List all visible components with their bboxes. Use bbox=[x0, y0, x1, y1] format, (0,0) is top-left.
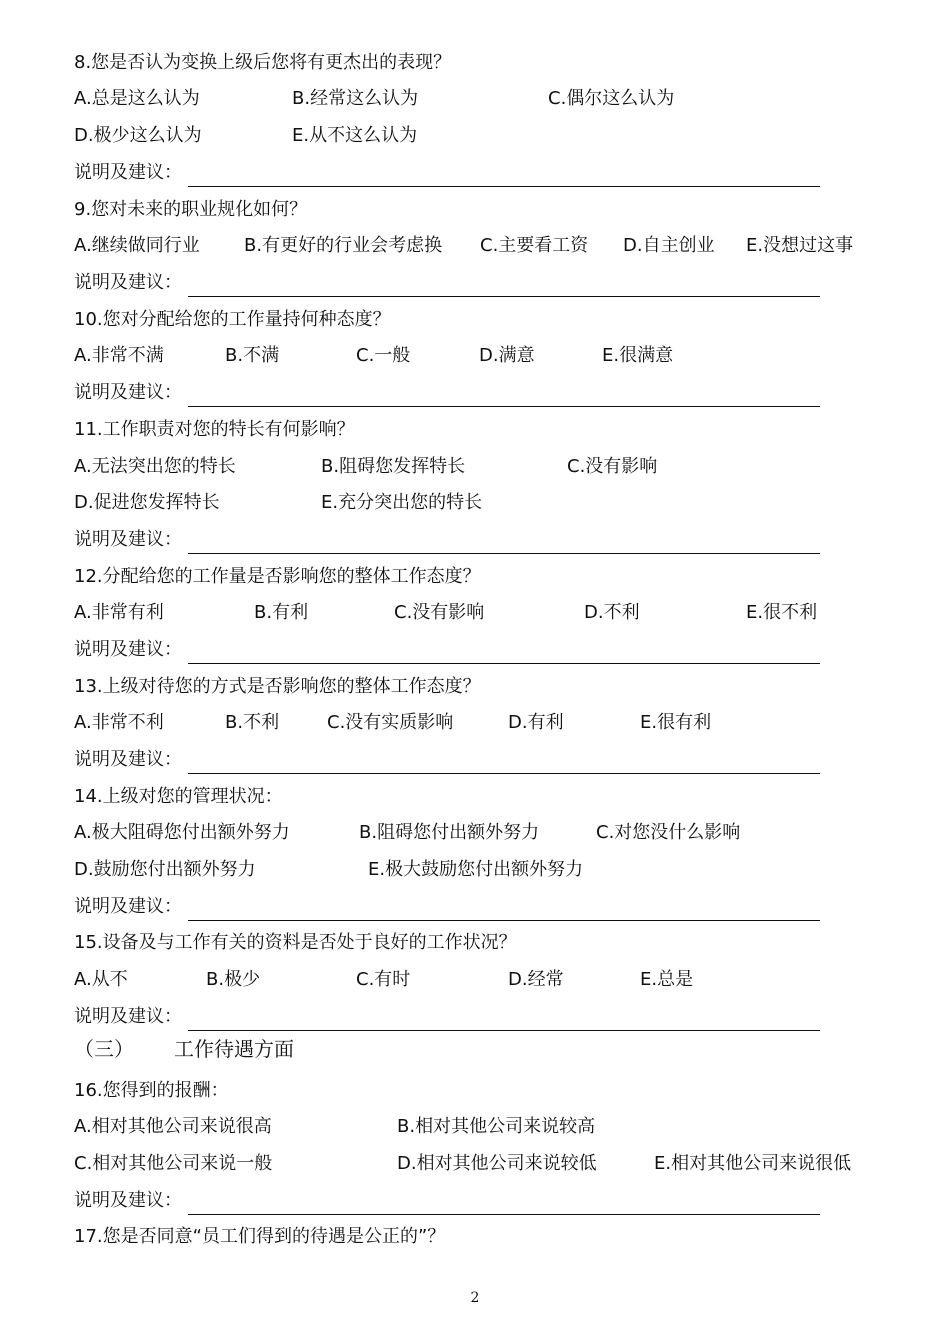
option-d[interactable]: D.经常 bbox=[508, 969, 564, 990]
option-e[interactable]: E.很不利 bbox=[746, 602, 818, 623]
option-b[interactable]: B.极少 bbox=[206, 969, 261, 990]
note-row bbox=[74, 745, 834, 775]
option-e[interactable]: E.充分突出您的特长 bbox=[321, 492, 483, 513]
option-e[interactable]: E.很有利 bbox=[640, 712, 712, 733]
note-label: 说明及建议： bbox=[74, 639, 182, 660]
note-label: 说明及建议： bbox=[74, 272, 182, 293]
note-row bbox=[74, 635, 834, 665]
page-number: 2 bbox=[470, 1290, 480, 1306]
note-row bbox=[74, 525, 834, 555]
note-input-line[interactable] bbox=[188, 663, 820, 664]
option-e[interactable]: E.从不这么认为 bbox=[292, 125, 418, 146]
option-b[interactable]: B.有利 bbox=[254, 602, 309, 623]
note-input-line[interactable] bbox=[188, 1214, 820, 1215]
option-c[interactable]: C.没有实质影响 bbox=[327, 712, 454, 733]
option-b[interactable]: B.不利 bbox=[225, 712, 280, 733]
question-12: 12.分配给您的工作量是否影响您的整体工作态度？ bbox=[74, 566, 481, 587]
option-c[interactable]: C.相对其他公司来说一般 bbox=[74, 1153, 273, 1174]
option-a[interactable]: A.从不 bbox=[74, 969, 128, 990]
note-input-line[interactable] bbox=[188, 553, 820, 554]
note-label: 说明及建议： bbox=[74, 529, 182, 550]
note-input-line[interactable] bbox=[188, 920, 820, 921]
question-9: 9.您对未来的职业规化如何？ bbox=[74, 199, 308, 220]
option-a[interactable]: A.非常不满 bbox=[74, 345, 164, 366]
note-label: 说明及建议： bbox=[74, 1006, 182, 1027]
option-c[interactable]: C.有时 bbox=[356, 969, 411, 990]
option-b[interactable]: B.相对其他公司来说较高 bbox=[397, 1116, 596, 1137]
note-row bbox=[74, 892, 834, 922]
question-17: 17.您是否同意“员工们得到的待遇是公正的”？ bbox=[74, 1226, 446, 1247]
question-16: 16.您得到的报酬： bbox=[74, 1080, 229, 1101]
option-b[interactable]: B.阻碍您付出额外努力 bbox=[359, 822, 540, 843]
option-d[interactable]: D.促进您发挥特长 bbox=[74, 492, 220, 513]
option-d[interactable]: D.极少这么认为 bbox=[74, 125, 202, 146]
option-d[interactable]: D.有利 bbox=[508, 712, 564, 733]
note-row bbox=[74, 1002, 834, 1032]
note-input-line[interactable] bbox=[188, 296, 820, 297]
option-c[interactable]: C.偶尔这么认为 bbox=[548, 88, 675, 109]
option-a[interactable]: A.极大阻碍您付出额外努力 bbox=[74, 822, 290, 843]
option-d[interactable]: D.不利 bbox=[584, 602, 640, 623]
section-title: 工作待遇方面 bbox=[174, 1037, 294, 1061]
option-b[interactable]: B.阻碍您发挥特长 bbox=[321, 456, 466, 477]
option-c[interactable]: C.没有影响 bbox=[394, 602, 485, 623]
question-8: 8.您是否认为变换上级后您将有更杰出的表现？ bbox=[74, 52, 452, 73]
option-a[interactable]: A.无法突出您的特长 bbox=[74, 456, 236, 477]
question-11: 11.工作职责对您的特长有何影响？ bbox=[74, 419, 355, 440]
note-label: 说明及建议： bbox=[74, 382, 182, 403]
section-number: （三） bbox=[74, 1037, 134, 1061]
note-input-line[interactable] bbox=[188, 1030, 820, 1031]
option-a[interactable]: A.非常不利 bbox=[74, 712, 164, 733]
note-row bbox=[74, 1186, 834, 1216]
option-b[interactable]: B.有更好的行业会考虑换 bbox=[244, 235, 443, 256]
option-c[interactable]: C.没有影响 bbox=[567, 456, 658, 477]
option-e[interactable]: E.没想过这事 bbox=[746, 235, 854, 256]
option-c[interactable]: C.对您没什么影响 bbox=[596, 822, 741, 843]
question-13: 13.上级对待您的方式是否影响您的整体工作态度？ bbox=[74, 676, 481, 697]
option-d[interactable]: D.鼓励您付出额外努力 bbox=[74, 859, 256, 880]
question-14: 14.上级对您的管理状况： bbox=[74, 786, 283, 807]
note-label: 说明及建议： bbox=[74, 749, 182, 770]
option-a[interactable]: A.相对其他公司来说很高 bbox=[74, 1116, 272, 1137]
question-10: 10.您对分配给您的工作量持何种态度？ bbox=[74, 309, 391, 330]
option-a[interactable]: A.总是这么认为 bbox=[74, 88, 200, 109]
option-e[interactable]: E.很满意 bbox=[602, 345, 674, 366]
question-15: 15.设备及与工作有关的资料是否处于良好的工作状况？ bbox=[74, 932, 517, 953]
option-d[interactable]: D.自主创业 bbox=[623, 235, 715, 256]
note-input-line[interactable] bbox=[188, 186, 820, 187]
option-a[interactable]: A.继续做同行业 bbox=[74, 235, 200, 256]
option-e[interactable]: E.总是 bbox=[640, 969, 694, 990]
option-e[interactable]: E.极大鼓励您付出额外努力 bbox=[368, 859, 584, 880]
note-row bbox=[74, 268, 834, 298]
option-b[interactable]: B.经常这么认为 bbox=[292, 88, 419, 109]
note-label: 说明及建议： bbox=[74, 1190, 182, 1211]
note-label: 说明及建议： bbox=[74, 896, 182, 917]
note-label: 说明及建议： bbox=[74, 162, 182, 183]
option-d[interactable]: D.相对其他公司来说较低 bbox=[397, 1153, 597, 1174]
note-input-line[interactable] bbox=[188, 406, 820, 407]
note-row bbox=[74, 378, 834, 408]
option-a[interactable]: A.非常有利 bbox=[74, 602, 164, 623]
option-e[interactable]: E.相对其他公司来说很低 bbox=[654, 1153, 852, 1174]
option-d[interactable]: D.满意 bbox=[479, 345, 535, 366]
option-b[interactable]: B.不满 bbox=[225, 345, 280, 366]
note-row bbox=[74, 158, 834, 188]
note-input-line[interactable] bbox=[188, 773, 820, 774]
option-c[interactable]: C.主要看工资 bbox=[480, 235, 589, 256]
section-heading bbox=[74, 1034, 474, 1064]
option-c[interactable]: C.一般 bbox=[356, 345, 411, 366]
